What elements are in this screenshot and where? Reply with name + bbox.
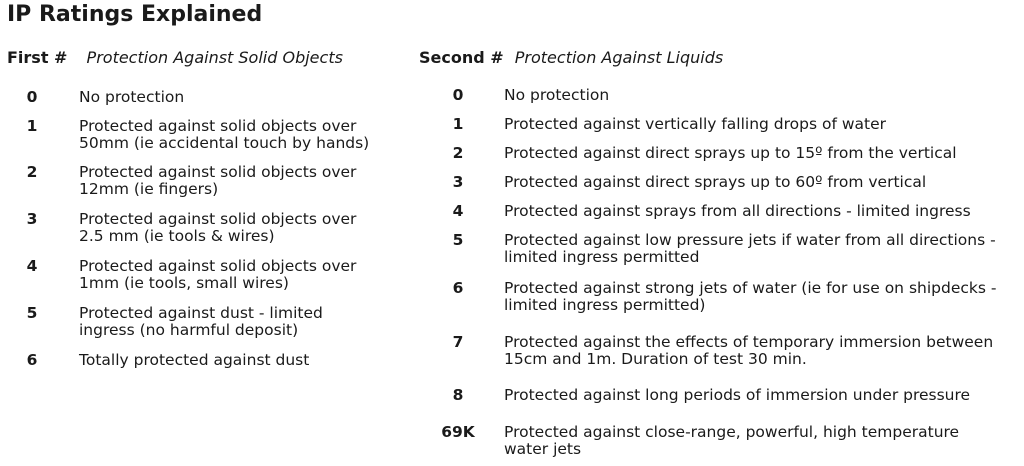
rating-number: 0 [26,88,38,106]
rating-number: 1 [452,115,464,133]
rating-description: Protected against solid objects over 50mm (ie accidental touch by hands) [79,117,370,152]
rating-description: No protection [504,86,610,104]
rating-number: 2 [452,144,464,162]
rating-number: 4 [452,202,464,220]
rating-number: 1 [26,117,38,135]
rating-number: 2 [26,163,38,181]
liquids-header [419,48,723,67]
rating-description: Protected against direct sprays up to 60º from vertical [504,173,927,191]
rating-description: Protected against sprays from all directions - limited ingress [504,202,971,220]
rating-number: 3 [452,173,464,191]
rating-number: 7 [452,333,464,351]
rating-number: 69K [441,423,475,441]
rating-number: 5 [26,304,38,322]
rating-description: Protected against long periods of immersion under pressure [504,386,971,404]
rating-description: Protected against close-range, powerful, high temperature water jets [504,423,960,458]
rating-number: 5 [452,231,464,249]
rating-description: Protected against solid objects over 2.5 mm (ie tools & wires) [79,210,357,245]
rating-number: 6 [26,351,38,369]
solids-header-description: Protection Against Solid Objects [86,48,343,67]
rating-number: 0 [452,86,464,104]
liquids-header-description: Protection Against Liquids [514,48,724,67]
rating-description: Protected against solid objects over 1mm (ie tools, small wires) [79,257,357,292]
rating-description: Protected against solid objects over 12mm (ie fingers) [79,163,357,198]
solids-header [7,48,343,67]
liquids-header-number: Second # [419,48,504,67]
rating-description: No protection [79,88,185,106]
rating-description: Protected against the effects of temporary immersion between 15cm and 1m. Duration of test 30 min. [504,333,994,368]
rating-description: Protected against vertically falling drops of water [504,115,887,133]
rating-description: Protected against low pressure jets if water from all directions - limited ingress permitted [504,231,996,266]
solids-header-number: First # [7,48,68,67]
rating-number: 3 [26,210,38,228]
page-title: IP Ratings Explained [7,2,263,27]
rating-description: Protected against strong jets of water (ie for use on shipdecks - limited ingress permitted) [504,279,997,314]
rating-description: Protected against direct sprays up to 15º from the vertical [504,144,957,162]
rating-number: 6 [452,279,464,297]
rating-number: 8 [452,386,464,404]
rating-description: Totally protected against dust [79,351,310,369]
rating-description: Protected against dust - limited ingress (no harmful deposit) [79,304,323,339]
rating-number: 4 [26,257,38,275]
